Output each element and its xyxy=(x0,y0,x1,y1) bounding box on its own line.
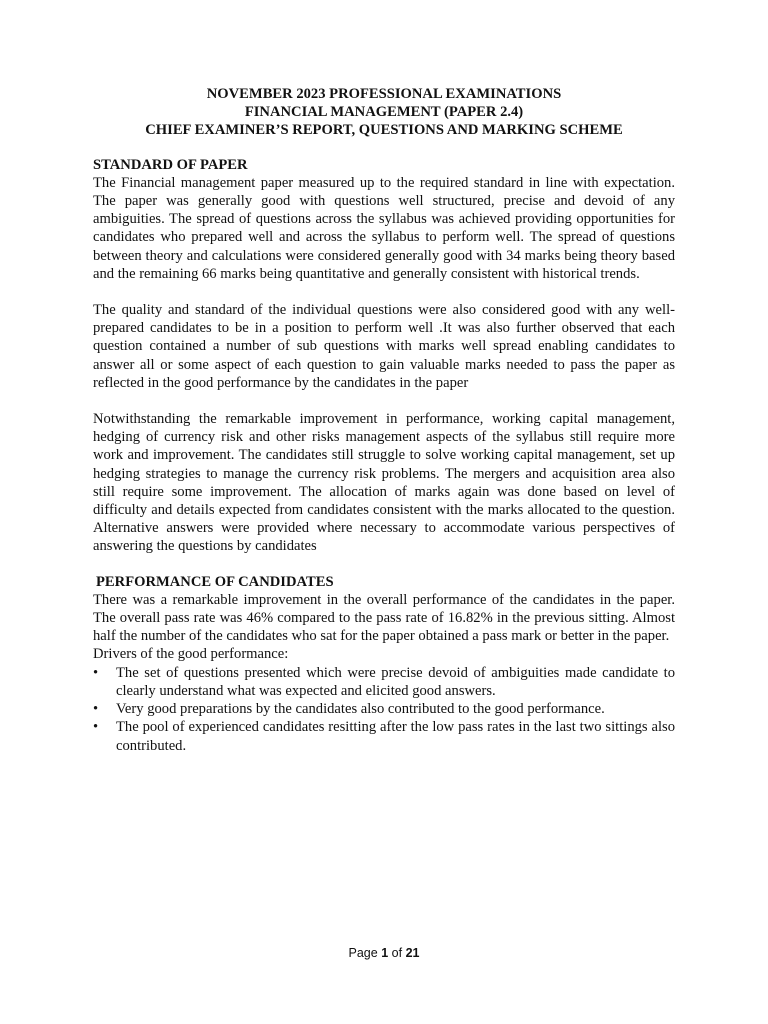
drivers-label: Drivers of the good performance: xyxy=(93,646,289,663)
list-item xyxy=(93,700,675,718)
of-word: of xyxy=(391,946,403,960)
report-header xyxy=(93,85,675,140)
bullet-icon: • xyxy=(93,664,99,681)
section-title-performance: PERFORMANCE OF CANDIDATES xyxy=(96,573,334,590)
list-item-text: The set of questions presented which were precise devoid of ambiguities made candidate to clearly understand what was expected and elicited good answers. xyxy=(116,664,675,699)
list-item xyxy=(93,664,675,700)
page-word: Page xyxy=(348,946,378,960)
list-item-text: The pool of experienced candidates resitting after the low pass rates in the last two sittings also contributed. xyxy=(116,719,675,754)
standard-paragraph-2: The quality and standard of the individual questions were also considered good with any well-prepared candidates to be in a position to perform well .It was also further observed that each question contained a number of sub questions with marks well spread enabling candidates to answer all or some aspect of each question to gain valuable marks needed to pass the paper as reflected in the good performance by the candidates in the paper xyxy=(93,302,675,391)
list-item-text: Very good preparations by the candidates also contributed to the good performance. xyxy=(116,701,605,718)
bullet-icon: • xyxy=(93,719,99,736)
performance-paragraph-1: There was a remarkable improvement in the overall performance of the candidates in the paper. The overall pass rate was 46% compared to the pass rate of 16.82% in the previous sitting. Almost half the number of the candidates who sat for the paper obtained a pass mark or better in the paper. xyxy=(93,591,675,645)
bullet-icon: • xyxy=(93,701,99,718)
list-item xyxy=(93,718,675,754)
drivers-list xyxy=(93,664,675,755)
page-footer xyxy=(0,946,768,960)
header-line-1: NOVEMBER 2023 PROFESSIONAL EXAMINATIONS xyxy=(206,86,562,102)
page-total: 21 xyxy=(405,946,420,960)
section-title-standard: STANDARD OF PAPER xyxy=(93,156,248,173)
standard-paragraph-1: The Financial management paper measured up to the required standard in line with expectation. The paper was generally good with questions well structured, precise and devoid of any ambiguities. The spread of questions across the syllabus was achieved providing opportunities for candidates who prepared well and across the syllabus to perform well. The spread of questions between theory and calculations were considered generally good with 34 marks being theory based and the remaining 66 marks being quantitative and generally consistent with historical trends. xyxy=(93,174,675,282)
header-line-3: CHIEF EXAMINER’S REPORT, QUESTIONS AND MARKING SCHEME xyxy=(145,122,623,139)
page-number: 1 xyxy=(381,946,389,960)
standard-paragraph-3: Notwithstanding the remarkable improvement in performance, working capital management, hedging of currency risk and other risks management aspects of the syllabus still require more work and improvement. The candidates still struggle to solve working capital management, set up hedging strategies to manage the currency risk problems. The mergers and acquisition area also still require some improvement. The allocation of marks again was done based on level of difficulty and details expected from candidates consistent with the marks allocated to the question. Alternative answers were provided where necessary to accommodate various perspectives of answering the questions by candidates xyxy=(93,411,675,555)
page-content xyxy=(93,85,675,755)
header-line-2: FINANCIAL MANAGEMENT (PAPER 2.4) xyxy=(244,104,524,121)
